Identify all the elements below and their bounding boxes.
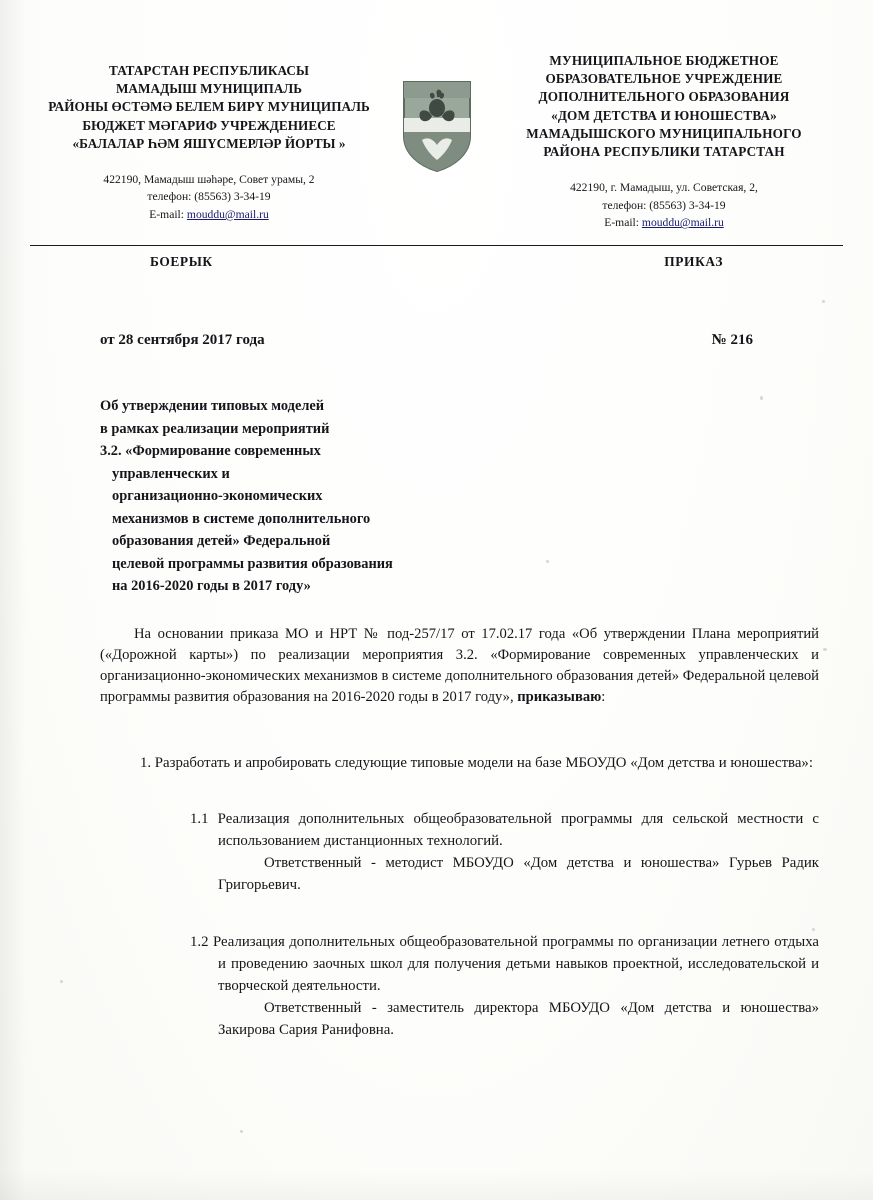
email-link[interactable]: mouddu@mail.ru	[641, 216, 724, 230]
address-line: 422190, Мамадыш шәһәре, Совет урамы, 2	[103, 173, 315, 187]
scan-speck	[812, 928, 815, 931]
sub-item-responsible: Ответственный - методист МБОУДО «Дом детства и юношества» Гурьев Радик Григорьевич.	[218, 855, 819, 894]
email-line	[499, 214, 829, 231]
email-line	[44, 206, 374, 223]
order-number: № 216	[711, 332, 753, 349]
list-item-1-1	[190, 808, 819, 897]
order-word-row	[0, 246, 873, 270]
org-name-tatar: ТАТАРСТАН РЕСПУБЛИКАСЫ МАМАДЫШ МУНИЦИПАЛЬ РАЙОНЫ ӨСТӘМӘ БЕЛЕМ БИРҮ МУНИЦИПАЛЬ БЮДЖЕТ МӘГАРИФ УЧРЕЖДЕНИЕСЕ «БАЛАЛАР ҺӘМ ЯШҮСМЕРЛӘР ЙОРТЫ »	[48, 63, 370, 151]
preamble-text-after: :	[601, 688, 606, 705]
scan-speck	[60, 980, 63, 983]
email-label: E-mail:	[149, 207, 185, 221]
letterhead-left	[44, 52, 374, 223]
scan-speck	[823, 648, 827, 651]
sub-item-number: 1.2	[190, 933, 209, 950]
org-name-russian: МУНИЦИПАЛЬНОЕ БЮДЖЕТНОЕ ОБРАЗОВАТЕЛЬНОЕ УЧРЕЖДЕНИЕ ДОПОЛНИТЕЛЬНОГО ОБРАЗОВАНИЯ «ДОМ ДЕТСТВА И ЮНОШЕСТВА» МАМАДЫШСКОГО МУНИЦИПАЛЬНОГО РАЙОНА РЕСПУБЛИКИ ТАТАРСТАН	[526, 53, 802, 160]
coat-of-arms-icon	[398, 78, 476, 174]
list-item-1-2	[190, 931, 819, 1042]
address-block-tatar	[44, 171, 374, 223]
preamble-paragraph	[100, 624, 819, 708]
emblem-container	[383, 52, 491, 174]
order-word-russian: ПРИКАЗ	[664, 254, 723, 270]
sub-item-text: Реализация дополнительных общеобразовательной программы для сельской местности с использованием дистанционных технологий.	[217, 810, 819, 850]
email-link[interactable]: mouddu@mail.ru	[186, 207, 269, 221]
preamble-bold-word: приказываю	[517, 688, 602, 705]
scan-speck	[546, 560, 549, 563]
letterhead	[0, 0, 873, 231]
order-date: от 28 сентября 2017 года	[100, 332, 265, 349]
email-label: E-mail:	[604, 216, 640, 230]
phone-line: телефон: (85563) 3-34-19	[602, 198, 726, 212]
address-line: 422190, г. Мамадыш, ул. Советская, 2,	[570, 181, 758, 195]
scan-speck	[822, 300, 825, 303]
document-title: Об утверждении типовых моделей в рамках реализации мероприятий 3.2. «Формирование современных управленческих и организационно-экономических механизмов в системе дополнительного образования детей» Федеральной целевой программы развития образования на 2016-2020 годы в 2017 году»	[100, 398, 393, 595]
list-item-1: 1. Разработать и апробировать следующие типовые модели на базе МБОУДО «Дом детства и юношества»:	[140, 754, 813, 771]
date-number-row	[0, 270, 873, 349]
letterhead-right	[499, 52, 829, 231]
phone-line: телефон: (85563) 3-34-19	[147, 190, 271, 204]
sub-item-text: Реализация дополнительных общеобразовательной программы по организации летнего отдыха и проведению заочных школ для получения детьми навыков проектной, исследовательской и творческой деятельности.	[212, 933, 819, 995]
preamble-text: На основании приказа МО и НРТ № под-257/17 от 17.02.17 года «Об утверждении Плана мероприятий («Дорожной карты») по реализации мероприятия 3.2. «Формирование современных управленческих и организационно-экономических механизмов в системе дополнительного образования детей» Федеральной целевой программы развития образования на 2016-2020 годы в 2017 году»,	[100, 625, 819, 705]
address-block-russian	[499, 179, 829, 231]
sub-item-number: 1.1	[190, 810, 209, 827]
scan-speck	[240, 1130, 243, 1133]
sub-item-responsible: Ответственный - заместитель директора МБОУДО «Дом детства и юношества» Закирова Сария Ранифовна.	[218, 1000, 819, 1039]
scan-bottom-shadow	[0, 1170, 873, 1200]
scan-speck	[760, 396, 763, 400]
order-word-tatar: БОЕРЫК	[150, 254, 213, 270]
